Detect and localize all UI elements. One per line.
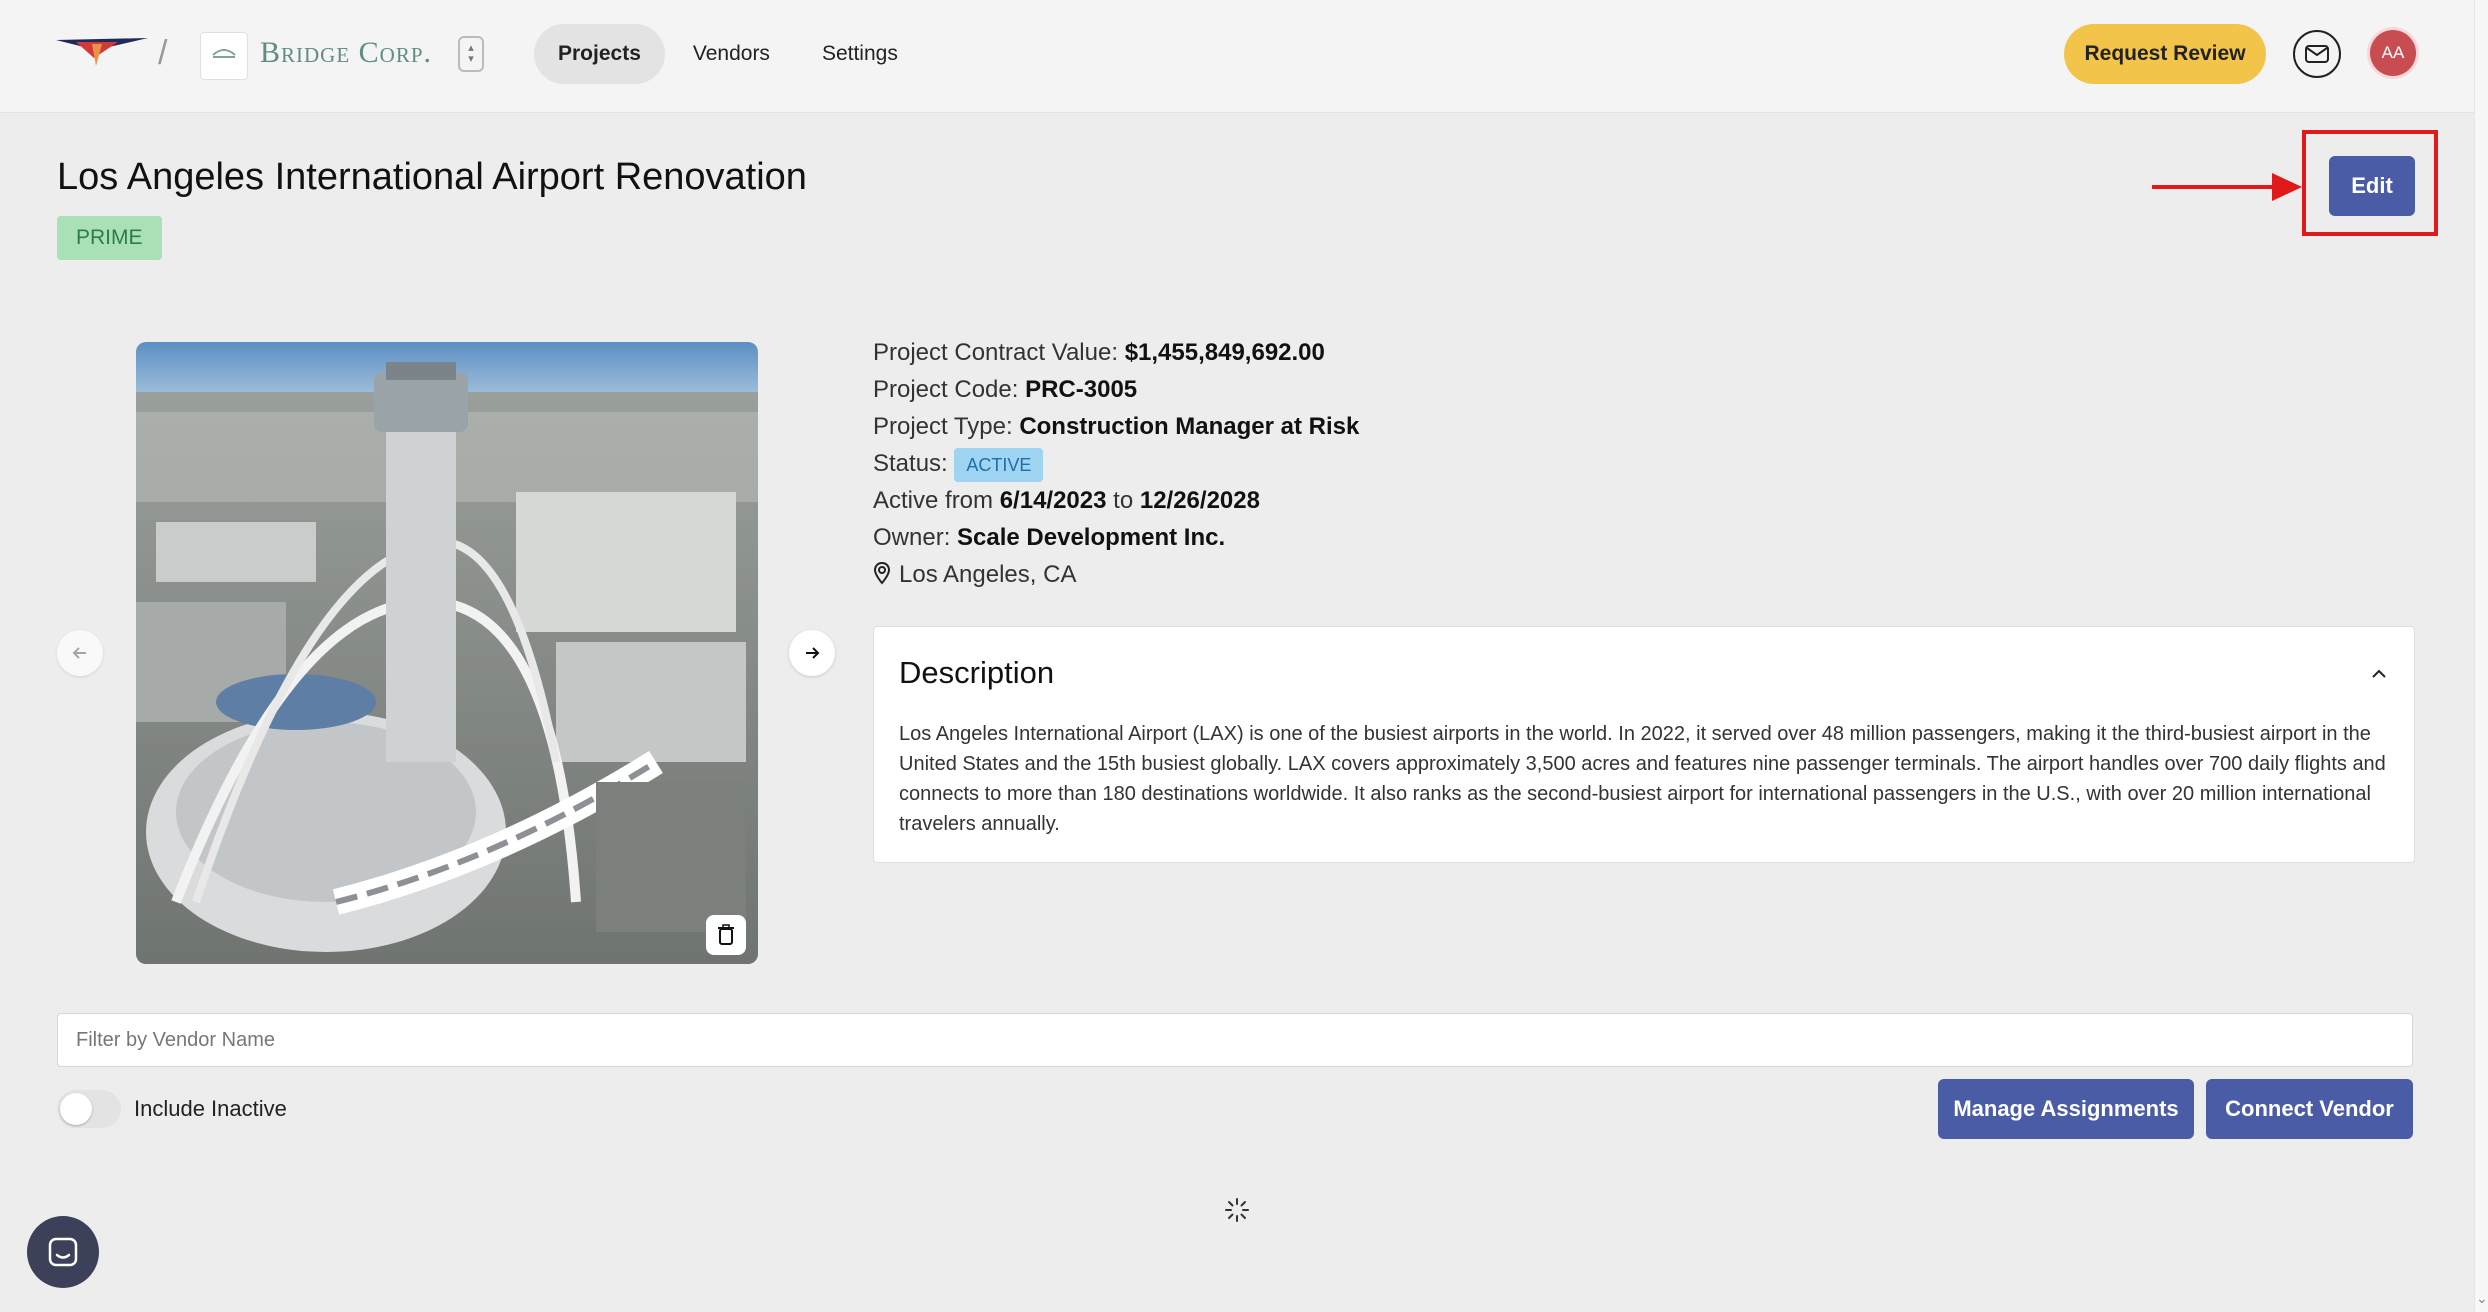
- paper-plane-bird-icon[interactable]: [56, 36, 148, 68]
- end-date: 12/26/2028: [1139, 487, 1260, 514]
- breadcrumb-separator: /: [158, 34, 168, 72]
- page-scrollbar[interactable]: [2474, 0, 2488, 1312]
- user-avatar[interactable]: AA: [2370, 30, 2416, 76]
- toggle-knob: [60, 1093, 92, 1125]
- map-pin-icon: [873, 561, 891, 585]
- connect-vendor-button[interactable]: Connect Vendor: [2206, 1079, 2413, 1139]
- description-body: Los Angeles International Airport (LAX) is one of the busiest airports in the world. In 2022, it served over 48 million passengers, making it the third-busiest airport in the United States and the 15th busiest globally. LAX covers approximately 3,500 acres and features nine passenger terminals. The airport handles over 700 daily flights and connects to more than 180 destinations worldwide. It also ranks as the second-busiest airport for international passengers in the U.S., with over 20 million international travelers annually.: [899, 723, 2386, 835]
- vendor-filter-input[interactable]: [57, 1013, 2413, 1067]
- page-title: Los Angeles International Airport Renovation: [57, 156, 807, 198]
- chevron-up-icon[interactable]: [2368, 663, 2390, 685]
- edit-button[interactable]: Edit: [2329, 156, 2415, 216]
- to-label: to: [1113, 487, 1134, 514]
- status-label: Status:: [873, 450, 948, 477]
- active-from-label: Active from: [873, 487, 994, 514]
- nav-tab-settings[interactable]: Settings: [821, 42, 898, 65]
- trash-icon[interactable]: [706, 915, 746, 955]
- status-row: [873, 445, 1359, 482]
- project-code-label: Project Code:: [873, 376, 1019, 403]
- nav-tab-vendors[interactable]: Vendors: [692, 42, 770, 65]
- nav-tab-projects[interactable]: Projects: [534, 24, 665, 84]
- owner-name: Scale Development Inc.: [957, 524, 1226, 551]
- description-card: [873, 626, 2415, 863]
- location-text: Los Angeles, CA: [899, 561, 1077, 588]
- project-image: [136, 342, 758, 964]
- carousel-next-arrow-icon[interactable]: [789, 630, 835, 676]
- org-name: Bridge Corp.: [260, 36, 433, 69]
- description-title: Description: [899, 655, 1055, 690]
- top-navigation-bar: [0, 0, 2474, 113]
- status-badge: ACTIVE: [954, 448, 1043, 482]
- annotation-arrow-icon: [2152, 183, 2302, 191]
- manage-assignments-button[interactable]: Manage Assignments: [1938, 1079, 2194, 1139]
- chevron-up-down-icon[interactable]: ▴ ▾: [458, 36, 484, 72]
- org-logo: [200, 32, 248, 80]
- contract-value-row: [873, 334, 1359, 371]
- start-date: 6/14/2023: [999, 487, 1107, 514]
- owner-row: [873, 519, 1359, 556]
- owner-label: Owner:: [873, 524, 951, 551]
- include-inactive-label: Include Inactive: [134, 1096, 287, 1121]
- project-code: PRC-3005: [1025, 376, 1138, 403]
- scroll-down-icon[interactable]: ⌄: [2476, 1290, 2488, 1306]
- contract-value-label: Project Contract Value:: [873, 339, 1119, 366]
- envelope-icon[interactable]: [2293, 30, 2341, 78]
- project-code-row: [873, 371, 1359, 408]
- project-type-label: Project Type:: [873, 413, 1013, 440]
- active-dates-row: [873, 482, 1359, 519]
- location-row: [873, 556, 1359, 593]
- carousel-prev-arrow-icon[interactable]: [57, 630, 103, 676]
- project-type: Construction Manager at Risk: [1019, 413, 1360, 440]
- prime-badge: PRIME: [57, 216, 162, 260]
- main-nav: [534, 24, 922, 84]
- contract-value: $1,455,849,692.00: [1124, 339, 1325, 366]
- request-review-button[interactable]: Request Review: [2064, 24, 2266, 84]
- chat-support-icon[interactable]: [27, 1216, 99, 1288]
- project-details: [873, 334, 1359, 593]
- project-type-row: [873, 408, 1359, 445]
- include-inactive-toggle[interactable]: [57, 1090, 121, 1128]
- loading-spinner-icon: [1224, 1197, 1250, 1223]
